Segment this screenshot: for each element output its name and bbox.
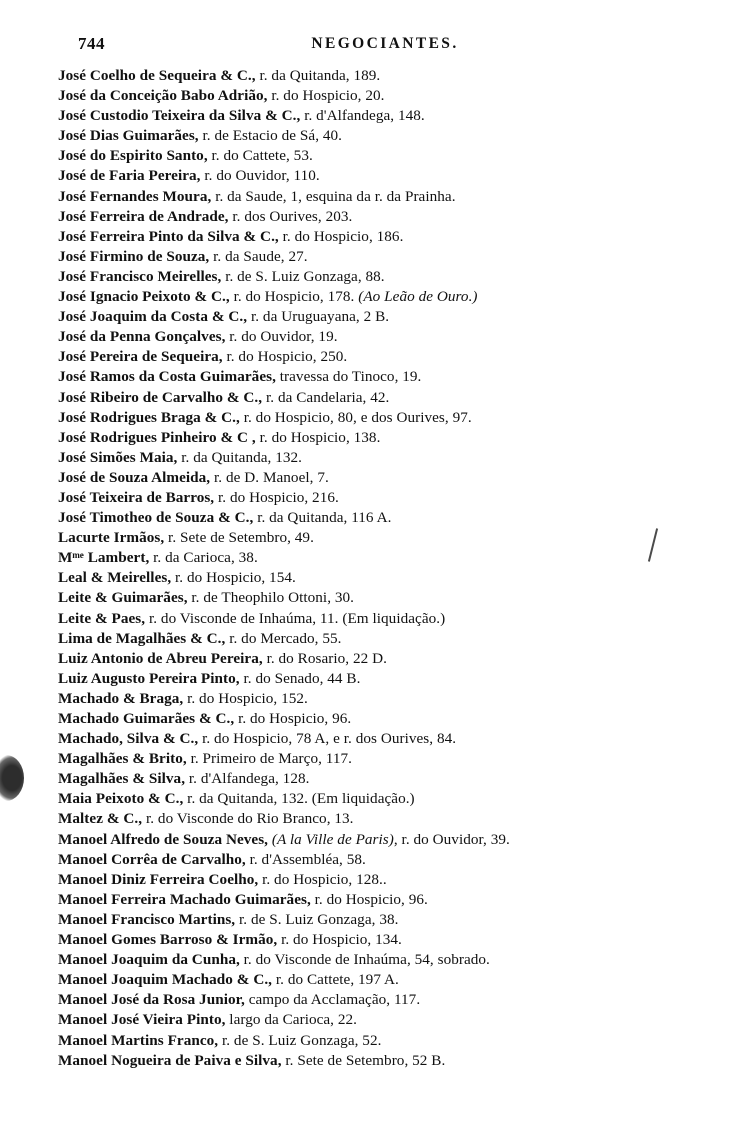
directory-entry-list <box>58 66 712 1071</box>
entry-name: Magalhães & Silva, <box>58 770 186 788</box>
entry-address: r. de S. Luiz Gonzaga, 52. <box>218 1031 382 1049</box>
entry-address: r. do Hospicio, 78 A, e r. dos Ourives, 84. <box>198 730 457 748</box>
list-item <box>58 809 712 829</box>
entry-shop-sign: (Ao Leão de Ouro.) <box>358 288 478 306</box>
entry-address: r. da Candelaria, 42. <box>262 388 390 406</box>
entry-name: Manoel Corrêa de Carvalho, <box>58 850 246 868</box>
entry-name: José da Conceição Babo Adrião, <box>58 87 268 105</box>
list-item <box>58 709 712 729</box>
entry-name: Manoel Gomes Barroso & Irmão, <box>58 931 278 949</box>
entry-name: José do Espirito Santo, <box>58 147 208 165</box>
entry-name: Maia Peixoto & C., <box>58 790 184 808</box>
entry-name: José de Souza Almeida, <box>58 468 211 486</box>
list-item <box>58 729 712 749</box>
list-item <box>58 166 712 186</box>
entry-name: Machado & Braga, <box>58 689 184 707</box>
list-item <box>58 870 712 890</box>
entry-address: r. Primeiro de Março, 117. <box>186 750 353 768</box>
entry-name: Leite & Paes, <box>58 609 146 627</box>
list-item <box>58 448 712 468</box>
list-item <box>58 609 712 629</box>
list-item <box>58 106 712 126</box>
entry-name: José Fernandes Moura, <box>58 187 212 205</box>
list-item <box>58 388 712 408</box>
list-item <box>58 970 712 990</box>
entry-address: r. do Senado, 44 B. <box>239 669 361 687</box>
entry-name: José Rodrigues Braga & C., <box>58 408 240 426</box>
entry-name: Lacurte Irmãos, <box>58 529 165 547</box>
running-head: NEGOCIANTES. <box>311 35 459 52</box>
entry-name: José Ferreira Pinto da Silva & C., <box>58 227 279 245</box>
entry-address: r. da Carioca, 38. <box>149 549 258 567</box>
entry-address: r. do Rosario, 22 D. <box>262 649 387 667</box>
entry-name: José Teixeira de Barros, <box>58 488 215 506</box>
list-item <box>58 568 712 588</box>
entry-address: r. do Hospicio, 178. <box>229 288 359 306</box>
list-item <box>58 528 712 548</box>
entry-address: r. de S. Luiz Gonzaga, 88. <box>221 267 385 285</box>
list-item <box>58 347 712 367</box>
entry-name: José Timotheo de Souza & C., <box>58 509 254 527</box>
entry-name: José Ferreira de Andrade, <box>58 207 229 225</box>
entry-name: Manoel Nogueira de Paiva e Silva, <box>58 1051 282 1069</box>
list-item <box>58 207 712 227</box>
entry-name: José Ramos da Costa Guimarães, <box>58 368 276 386</box>
entry-name: Manoel Diniz Ferreira Coelho, <box>58 870 259 888</box>
list-item <box>58 508 712 528</box>
entry-address: r. do Hospicio, 138. <box>255 428 381 446</box>
list-item <box>58 287 712 307</box>
list-item <box>58 86 712 106</box>
list-item <box>58 669 712 689</box>
ink-blot <box>0 755 24 801</box>
entry-address: r. do Hospicio, 250. <box>222 348 348 366</box>
entry-name: Manoel Francisco Martins, <box>58 910 236 928</box>
entry-name: José Joaquim da Costa & C., <box>58 308 248 326</box>
entry-name: Leal & Meirelles, <box>58 569 172 587</box>
entry-address: r. do Hospicio, 80, e dos Ourives, 97. <box>239 408 472 426</box>
entry-address: r. do Hospicio, 186. <box>278 227 404 245</box>
list-item <box>58 769 712 789</box>
entry-name: Manoel Ferreira Machado Guimarães, <box>58 890 311 908</box>
list-item <box>58 789 712 809</box>
list-item <box>58 910 712 930</box>
entry-name: Lima de Magalhães & C., <box>58 629 226 647</box>
entry-address: largo da Carioca, 22. <box>225 1011 358 1029</box>
list-item <box>58 126 712 146</box>
list-item <box>58 146 712 166</box>
list-item <box>58 1031 712 1051</box>
list-item <box>58 749 712 769</box>
list-item <box>58 890 712 910</box>
list-item <box>58 408 712 428</box>
entry-address: r. do Cattete, 197 A. <box>272 971 399 989</box>
entry-name: Leite & Guimarães, <box>58 589 188 607</box>
entry-address: r. d'Alfandega, 128. <box>185 770 310 788</box>
entry-name: Luiz Antonio de Abreu Pereira, <box>58 649 263 667</box>
entry-name: Machado, Silva & C., <box>58 730 199 748</box>
list-item <box>58 930 712 950</box>
entry-address: r. de Theophilo Ottoni, 30. <box>187 589 355 607</box>
list-item <box>58 66 712 86</box>
list-item <box>58 649 712 669</box>
entry-address: r. do Ouvidor, 110. <box>200 167 320 185</box>
entry-name: José Francisco Meirelles, <box>58 267 222 285</box>
entry-address: r. do Visconde de Inhaúma, 54, sobrado. <box>239 951 490 969</box>
entry-name: Manoel José da Rosa Junior, <box>58 991 245 1009</box>
entry-address: r. do Visconde de Inhaúma, 11. (Em liquidação.) <box>145 609 446 627</box>
list-item <box>58 588 712 608</box>
list-item <box>58 227 712 247</box>
entry-address: r. do Visconde do Rio Branco, 13. <box>142 810 354 828</box>
list-item <box>58 327 712 347</box>
list-item <box>58 367 712 387</box>
list-item <box>58 428 712 448</box>
list-item <box>58 850 712 870</box>
entry-name: Manoel José Vieira Pinto, <box>58 1011 226 1029</box>
entry-address: r. do Hospicio, 134. <box>277 931 402 949</box>
entry-address: campo da Acclamação, 117. <box>244 991 421 1009</box>
entry-address: r. Sete de Setembro, 49. <box>164 529 314 547</box>
list-item <box>58 990 712 1010</box>
entry-name: Magalhães & Brito, <box>58 750 187 768</box>
entry-address-cont: , r. do Ouvidor, 39. <box>393 830 510 848</box>
entry-address: r. do Cattete, 53. <box>207 147 313 165</box>
entry-name: José Custodio Teixeira da Silva & C., <box>58 107 301 125</box>
entry-address: r. de S. Luiz Gonzaga, 38. <box>235 910 399 928</box>
entry-name: José da Penna Gonçalves, <box>58 328 226 346</box>
entry-address: r. da Quitanda, 132. (Em liquidação.) <box>183 790 415 808</box>
entry-name: José Ignacio Peixoto & C., <box>58 288 230 306</box>
entry-name: Manoel Alfredo de Souza Neves, <box>58 830 269 848</box>
list-item <box>58 830 712 850</box>
entry-name: José de Faria Pereira, <box>58 167 201 185</box>
entry-name: Manoel Joaquim Machado & C., <box>58 971 273 989</box>
entry-name: Luiz Augusto Pereira Pinto, <box>58 669 240 687</box>
entry-name: José Rodrigues Pinheiro & C , <box>58 428 256 446</box>
entry-name: Maltez & C., <box>58 810 143 828</box>
folio-number: 744 <box>78 34 105 53</box>
list-item <box>58 1010 712 1030</box>
entry-address: travessa do Tinoco, 19. <box>275 368 422 386</box>
entry-address: r. do Mercado, 55. <box>225 629 342 647</box>
entry-address: r. de Estacio de Sá, 40. <box>198 127 343 145</box>
entry-address: r. da Saude, 1, esquina da r. da Prainha. <box>211 187 456 205</box>
entry-address: r. de D. Manoel, 7. <box>210 468 329 486</box>
list-item <box>58 629 712 649</box>
entry-address: r. do Hospicio, 154. <box>171 569 296 587</box>
entry-shop-sign: (A la Ville de Paris) <box>271 830 394 848</box>
entry-address: r. do Hospicio, 152. <box>183 689 308 707</box>
entry-name: José Ribeiro de Carvalho & C., <box>58 388 263 406</box>
list-item <box>58 267 712 287</box>
entry-address: r. d'Alfandega, 148. <box>300 107 425 125</box>
entry-address: r. do Hospicio, 20. <box>267 87 385 105</box>
list-item <box>58 307 712 327</box>
entry-address: r. da Saude, 27. <box>209 247 308 265</box>
list-item <box>58 1051 712 1071</box>
entry-address: r. da Quitanda, 116 A. <box>253 509 392 527</box>
list-item <box>58 548 712 568</box>
entry-address: r. dos Ourives, 203. <box>228 207 353 225</box>
list-item <box>58 468 712 488</box>
list-item <box>58 689 712 709</box>
entry-name: Machado Guimarães & C., <box>58 710 235 727</box>
entry-address: r. do Hospicio, 96. <box>234 710 352 727</box>
entry-address: r. da Quitanda, 189. <box>255 67 381 84</box>
entry-name: Manoel Martins Franco, <box>58 1031 219 1049</box>
entry-address: r. da Quitanda, 132. <box>177 448 303 466</box>
entry-name: José Coelho de Sequeira & C., <box>58 67 256 84</box>
entry-address: r. d'Assembléa, 58. <box>245 850 366 868</box>
entry-name: José Simões Maia, <box>58 448 178 466</box>
entry-address: r. do Ouvidor, 19. <box>225 328 338 346</box>
entry-name: Mᵐᵉ Lambert, <box>58 549 150 567</box>
list-item <box>58 247 712 267</box>
entry-address: r. do Hospicio, 216. <box>214 488 339 506</box>
entry-address: r. do Hospicio, 96. <box>310 890 428 908</box>
page-header <box>58 30 712 60</box>
list-item <box>58 950 712 970</box>
entry-address: r. da Uruguayana, 2 B. <box>247 308 390 326</box>
entry-address: r. Sete de Setembro, 52 B. <box>281 1051 446 1069</box>
entry-address: r. do Hospicio, 128.. <box>258 870 387 888</box>
entry-name: Manoel Joaquim da Cunha, <box>58 951 240 969</box>
entry-name: José Dias Guimarães, <box>58 127 199 145</box>
list-item <box>58 488 712 508</box>
entry-name: José Pereira de Sequeira, <box>58 348 223 366</box>
entry-name: José Firmino de Souza, <box>58 247 210 265</box>
list-item <box>58 187 712 207</box>
